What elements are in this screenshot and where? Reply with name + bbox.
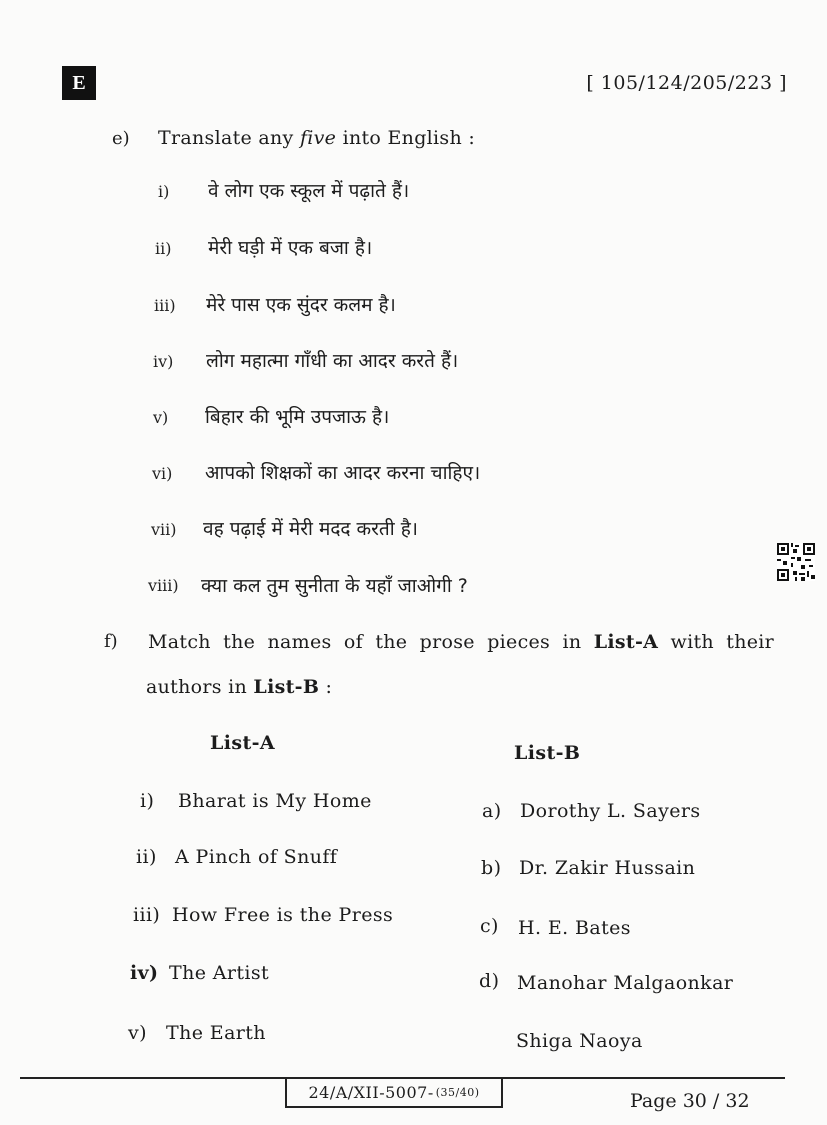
list-a-number: iv): [130, 962, 159, 984]
list-a-item: Bharat is My Home: [178, 790, 372, 812]
list-a-number: i): [140, 790, 155, 812]
hindi-sentence: मेरी घड़ी में एक बजा है।: [208, 237, 373, 259]
list-b-heading: List-B: [514, 742, 581, 764]
paper-code: [ 105/124/205/223 ]: [586, 72, 787, 94]
line1-prefix: Match the names of the prose pieces in: [148, 631, 594, 653]
question-f-label: f): [104, 631, 118, 652]
hindi-sentence: वे लोग एक स्कूल में पढ़ाते हैं।: [208, 180, 410, 202]
hindi-sentence: क्या कल तुम सुनीता के यहाँ जाओगी ?: [201, 575, 468, 597]
list-a-number: ii): [136, 846, 157, 868]
list-b-number: d): [479, 970, 500, 992]
line2-suffix: :: [319, 676, 333, 698]
list-b-number: b): [481, 857, 502, 879]
hindi-sentence: मेरे पास एक सुंदर कलम है।: [206, 294, 396, 316]
list-a-number: iii): [133, 904, 161, 926]
question-f-line1: [148, 631, 774, 653]
list-a-item: A Pinch of Snuff: [175, 846, 338, 868]
list-b-item: Shiga Naoya: [516, 1030, 643, 1052]
qr-code-icon: [777, 543, 815, 581]
line1-bold: List-A: [593, 631, 659, 653]
list-b-number: c): [480, 915, 499, 937]
instruction-emphasis: five: [299, 127, 337, 149]
instruction-prefix: Translate any: [158, 127, 300, 149]
question-f-line2: [146, 676, 332, 698]
list-a-item: How Free is the Press: [172, 904, 394, 926]
page-number: Page 30 / 32: [630, 1090, 750, 1112]
footer-code-small: (35/40): [435, 1085, 480, 1099]
item-number: viii): [148, 576, 179, 595]
item-number: v): [153, 408, 169, 427]
list-b-number: a): [482, 800, 502, 822]
footer-code: 24/A/XII-5007-: [308, 1082, 434, 1102]
list-b-item: Manohar Malgaonkar: [517, 972, 734, 994]
line2-prefix: authors in: [146, 676, 254, 698]
item-number: ii): [155, 239, 172, 258]
question-e-label: e): [112, 128, 130, 149]
item-number: iv): [153, 352, 174, 371]
hindi-sentence: आपको शिक्षकों का आदर करना चाहिए।: [205, 462, 481, 484]
list-a-item: The Artist: [169, 962, 270, 984]
item-number: i): [158, 182, 170, 201]
instruction-suffix: into English :: [336, 127, 476, 149]
question-e-instruction: [158, 127, 475, 149]
item-number: vii): [151, 520, 177, 539]
item-number: iii): [154, 296, 176, 315]
list-a-heading: List-A: [210, 732, 276, 754]
item-number: vi): [152, 464, 173, 483]
list-b-item: Dorothy L. Sayers: [520, 800, 701, 822]
list-a-item: The Earth: [166, 1022, 266, 1044]
line2-bold: List-B: [253, 676, 320, 698]
hindi-sentence: लोग महात्मा गाँधी का आदर करते हैं।: [206, 350, 459, 372]
list-b-item: H. E. Bates: [518, 917, 631, 939]
list-a-number: v): [128, 1022, 147, 1044]
footer-code-box: [285, 1078, 503, 1108]
line1-suffix: with their: [658, 631, 775, 653]
hindi-sentence: वह पढ़ाई में मेरी मदद करती है।: [203, 518, 418, 540]
section-badge: E: [62, 66, 96, 100]
hindi-sentence: बिहार की भूमि उपजाऊ है।: [205, 406, 390, 428]
list-b-item: Dr. Zakir Hussain: [519, 857, 696, 879]
